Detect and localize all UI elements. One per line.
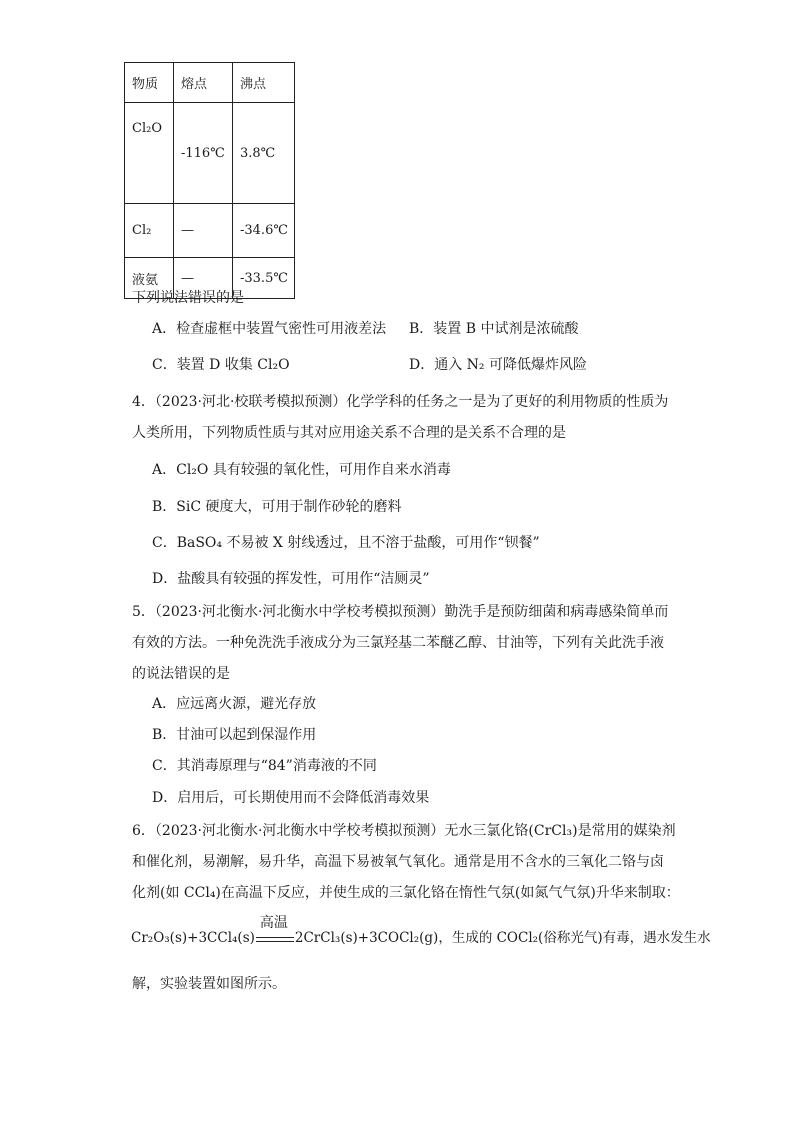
cell-substance: Cl₂ [125,204,174,258]
table-header-row [125,63,295,103]
cell-boiling: -33.5℃ [233,258,295,299]
q3-option-c: C．装置 D 收集 Cl₂O [152,357,290,373]
q6-stem-line-3: 化剂(如 CCl₄)在高温下反应，并使生成的三氯化铬在惰性气氛(如氮气气氛)升华来制取： [132,885,680,901]
equation-condition: 高温 [259,915,288,931]
cell-melting: — [174,258,233,299]
q3-option-a: A．检查虚框中装置气密性可用液差法 [152,321,387,337]
q4-option-b: B．SiC 硬度大，可用于制作砂轮的磨料 [152,499,402,515]
q4-option-c: C．BaSO₄ 不易被 X 射线透过，且不溶于盐酸，可用作“钡餐” [152,535,540,551]
q6-stem-line-4: 解，实验装置如图所示。 [132,976,286,992]
q5-option-d: D．启用后，可长期使用而不会降低消毒效果 [152,790,430,806]
q5-option-a: A．应远离火源，避光存放 [152,696,317,712]
q5-option-b: B．甘油可以起到保湿作用 [152,727,317,743]
q4-stem-line-1: 4．（2023·河北·校联考模拟预测）化学学科的任务之一是为了更好的利用物质的性质为 [132,394,669,410]
reaction-equation [131,915,711,948]
cell-substance: 液氨 [125,258,174,299]
equation-arrow [256,915,294,948]
q5-stem-line-1: 5．（2023·河北衡水·河北衡水中学校考模拟预测）勤洗手是预防细菌和病毒感染简单而 [132,604,669,620]
table-row [125,204,295,258]
properties-table [124,62,295,299]
q4-option-a: A．Cl₂O 具有较强的氧化性，可用作自来水消毒 [152,462,451,478]
q5-stem-line-2: 有效的方法。一种免洗洗手液成分为三氯羟基二苯醚乙醇、甘油等，下列有关此洗手液 [132,635,664,651]
q5-stem-line-3: 的说法错误的是 [132,666,230,682]
equation-products: 2CrCl₃(s)+3COCl₂(g)，生成的 COCl₂(俗称光气)有毒，遇水发生水 [294,930,711,946]
cell-melting: — [174,204,233,258]
q3-option-b: B．装置 B 中试剂是浓硫酸 [409,321,579,337]
header-substance: 物质 [125,63,174,103]
q3-option-d: D．通入 N₂ 可降低爆炸风险 [409,357,587,373]
cell-boiling: -34.6℃ [233,204,295,258]
q4-option-d: D．盐酸具有较强的挥发性，可用作“洁厕灵” [152,571,430,587]
q6-stem-line-1: 6．（2023·河北衡水·河北衡水中学校考模拟预测）无水三氯化铬(CrCl₃)是常用的媒染剂 [132,823,676,839]
cell-substance: Cl₂O [125,103,174,204]
cell-boiling: 3.8℃ [233,103,295,204]
header-melting-point: 熔点 [174,63,233,103]
cell-melting: -116℃ [174,103,233,204]
table-row [125,103,295,204]
q4-stem-line-2: 人类所用，下列物质性质与其对应用途关系不合理的是关系不合理的是 [132,425,566,441]
q3-prompt: 下列说法错误的是 [132,290,244,306]
equation-reactants: Cr₂O₃(s)+3CCl₄(s) [131,930,255,946]
q6-stem-line-2: 和催化剂，易潮解，易升华，高温下易被氧气氧化。通常是用不含水的三氧化二铬与卤 [132,854,664,870]
q5-option-c: C．其消毒原理与“84”消毒液的不同 [152,758,377,774]
header-boiling-point: 沸点 [233,63,295,103]
